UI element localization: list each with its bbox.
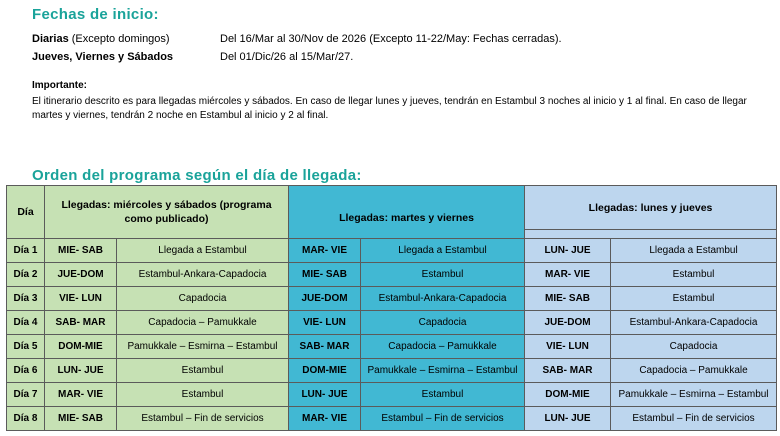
table-row: [7, 311, 777, 335]
mon-thu-days-cell: LUN- JUE: [525, 239, 611, 263]
wed-sat-days-cell: MIE- SAB: [45, 407, 117, 431]
mon-thu-days-cell: DOM-MIE: [525, 383, 611, 407]
program-order-title: Orden del programa según el día de llegada:: [32, 167, 362, 184]
day-cell: Día 1: [7, 239, 45, 263]
mon-thu-activity-cell: Estambul-Ankara-Capadocia: [611, 311, 777, 335]
important-label: Importante:: [32, 80, 87, 91]
wed-sat-activity-cell: Capadocia – Pamukkale: [117, 311, 289, 335]
mon-thu-days-cell: VIE- LUN: [525, 335, 611, 359]
mon-thu-activity-cell: Capadocia – Pamukkale: [611, 359, 777, 383]
tue-fri-days-cell: MIE- SAB: [289, 263, 361, 287]
tue-fri-days-cell: DOM-MIE: [289, 359, 361, 383]
schedule-dates: Del 01/Dic/26 al 15/Mar/27.: [220, 51, 354, 63]
wed-sat-days-cell: JUE-DOM: [45, 263, 117, 287]
day-cell: Día 8: [7, 407, 45, 431]
program-order-table: [6, 185, 777, 431]
wed-sat-activity-cell: Llegada a Estambul: [117, 239, 289, 263]
tue-fri-days-cell: VIE- LUN: [289, 311, 361, 335]
header-arrivals-tue-fri: Llegadas: martes y viernes: [289, 186, 525, 239]
header-day: Día: [7, 186, 45, 239]
wed-sat-activity-cell: Estambul: [117, 359, 289, 383]
schedule-row-weekend: [32, 51, 353, 63]
header-arrivals-mon-thu: Llegadas: lunes y jueves: [525, 186, 777, 230]
wed-sat-days-cell: MIE- SAB: [45, 239, 117, 263]
wed-sat-days-cell: VIE- LUN: [45, 287, 117, 311]
tue-fri-days-cell: SAB- MAR: [289, 335, 361, 359]
table-row: [7, 407, 777, 431]
schedule-label-bold: Jueves, Viernes y Sábados: [32, 51, 174, 63]
mon-thu-days-cell: MAR- VIE: [525, 263, 611, 287]
table-row: [7, 239, 777, 263]
table-header-row: [7, 186, 777, 230]
mon-thu-activity-cell: Pamukkale – Esmirna – Estambul: [611, 383, 777, 407]
day-cell: Día 6: [7, 359, 45, 383]
wed-sat-activity-cell: Estambul – Fin de servicios: [117, 407, 289, 431]
tue-fri-days-cell: JUE-DOM: [289, 287, 361, 311]
wed-sat-days-cell: LUN- JUE: [45, 359, 117, 383]
schedule-label: [32, 33, 220, 45]
mon-thu-activity-cell: Estambul – Fin de servicios: [611, 407, 777, 431]
tue-fri-activity-cell: Capadocia: [361, 311, 525, 335]
tue-fri-activity-cell: Pamukkale – Esmirna – Estambul: [361, 359, 525, 383]
day-cell: Día 7: [7, 383, 45, 407]
schedule-label: [32, 51, 220, 63]
mon-thu-activity-cell: Llegada a Estambul: [611, 239, 777, 263]
start-dates-title: Fechas de inicio:: [32, 6, 159, 23]
header-arrivals-wed-sat: Llegadas: miércoles y sábados (programa como publicado): [45, 186, 289, 239]
schedule-dates: Del 16/Mar al 30/Nov de 2026 (Excepto 11-22/May: Fechas cerradas).: [220, 33, 562, 45]
table-row: [7, 359, 777, 383]
mon-thu-days-cell: JUE-DOM: [525, 311, 611, 335]
wed-sat-activity-cell: Capadocia: [117, 287, 289, 311]
mon-thu-activity-cell: Capadocia: [611, 335, 777, 359]
tue-fri-activity-cell: Estambul-Ankara-Capadocia: [361, 287, 525, 311]
day-cell: Día 3: [7, 287, 45, 311]
table-row: [7, 263, 777, 287]
tue-fri-activity-cell: Llegada a Estambul: [361, 239, 525, 263]
mon-thu-days-cell: MIE- SAB: [525, 287, 611, 311]
table-row: [7, 287, 777, 311]
tue-fri-activity-cell: Estambul – Fin de servicios: [361, 407, 525, 431]
wed-sat-days-cell: SAB- MAR: [45, 311, 117, 335]
tue-fri-activity-cell: Capadocia – Pamukkale: [361, 335, 525, 359]
schedule-row-daily: [32, 33, 562, 45]
mon-thu-days-cell: LUN- JUE: [525, 407, 611, 431]
tue-fri-activity-cell: Estambul: [361, 383, 525, 407]
wed-sat-days-cell: MAR- VIE: [45, 383, 117, 407]
day-cell: Día 5: [7, 335, 45, 359]
table-row: [7, 335, 777, 359]
mon-thu-activity-cell: Estambul: [611, 263, 777, 287]
mon-thu-days-cell: SAB- MAR: [525, 359, 611, 383]
day-cell: Día 2: [7, 263, 45, 287]
tue-fri-days-cell: MAR- VIE: [289, 239, 361, 263]
schedule-label-rest: (Excepto domingos): [68, 33, 170, 45]
tue-fri-days-cell: LUN- JUE: [289, 383, 361, 407]
wed-sat-activity-cell: Pamukkale – Esmirna – Estambul: [117, 335, 289, 359]
day-cell: Día 4: [7, 311, 45, 335]
important-text: El itinerario descrito es para llegadas miércoles y sábados. En caso de llegar lunes y jueves, tendrán en Estambul 3 noches al inicio y 1 al final. En caso de llegar martes y viernes, tendrán 2 noche en Estambul al inicio y 2 al final.: [32, 96, 747, 121]
header-spacer: [525, 230, 777, 239]
schedule-label-bold: Diarias: [32, 33, 69, 45]
mon-thu-activity-cell: Estambul: [611, 287, 777, 311]
wed-sat-activity-cell: Estambul-Ankara-Capadocia: [117, 263, 289, 287]
wed-sat-days-cell: DOM-MIE: [45, 335, 117, 359]
wed-sat-activity-cell: Estambul: [117, 383, 289, 407]
tue-fri-activity-cell: Estambul: [361, 263, 525, 287]
table-row: [7, 383, 777, 407]
tue-fri-days-cell: MAR- VIE: [289, 407, 361, 431]
